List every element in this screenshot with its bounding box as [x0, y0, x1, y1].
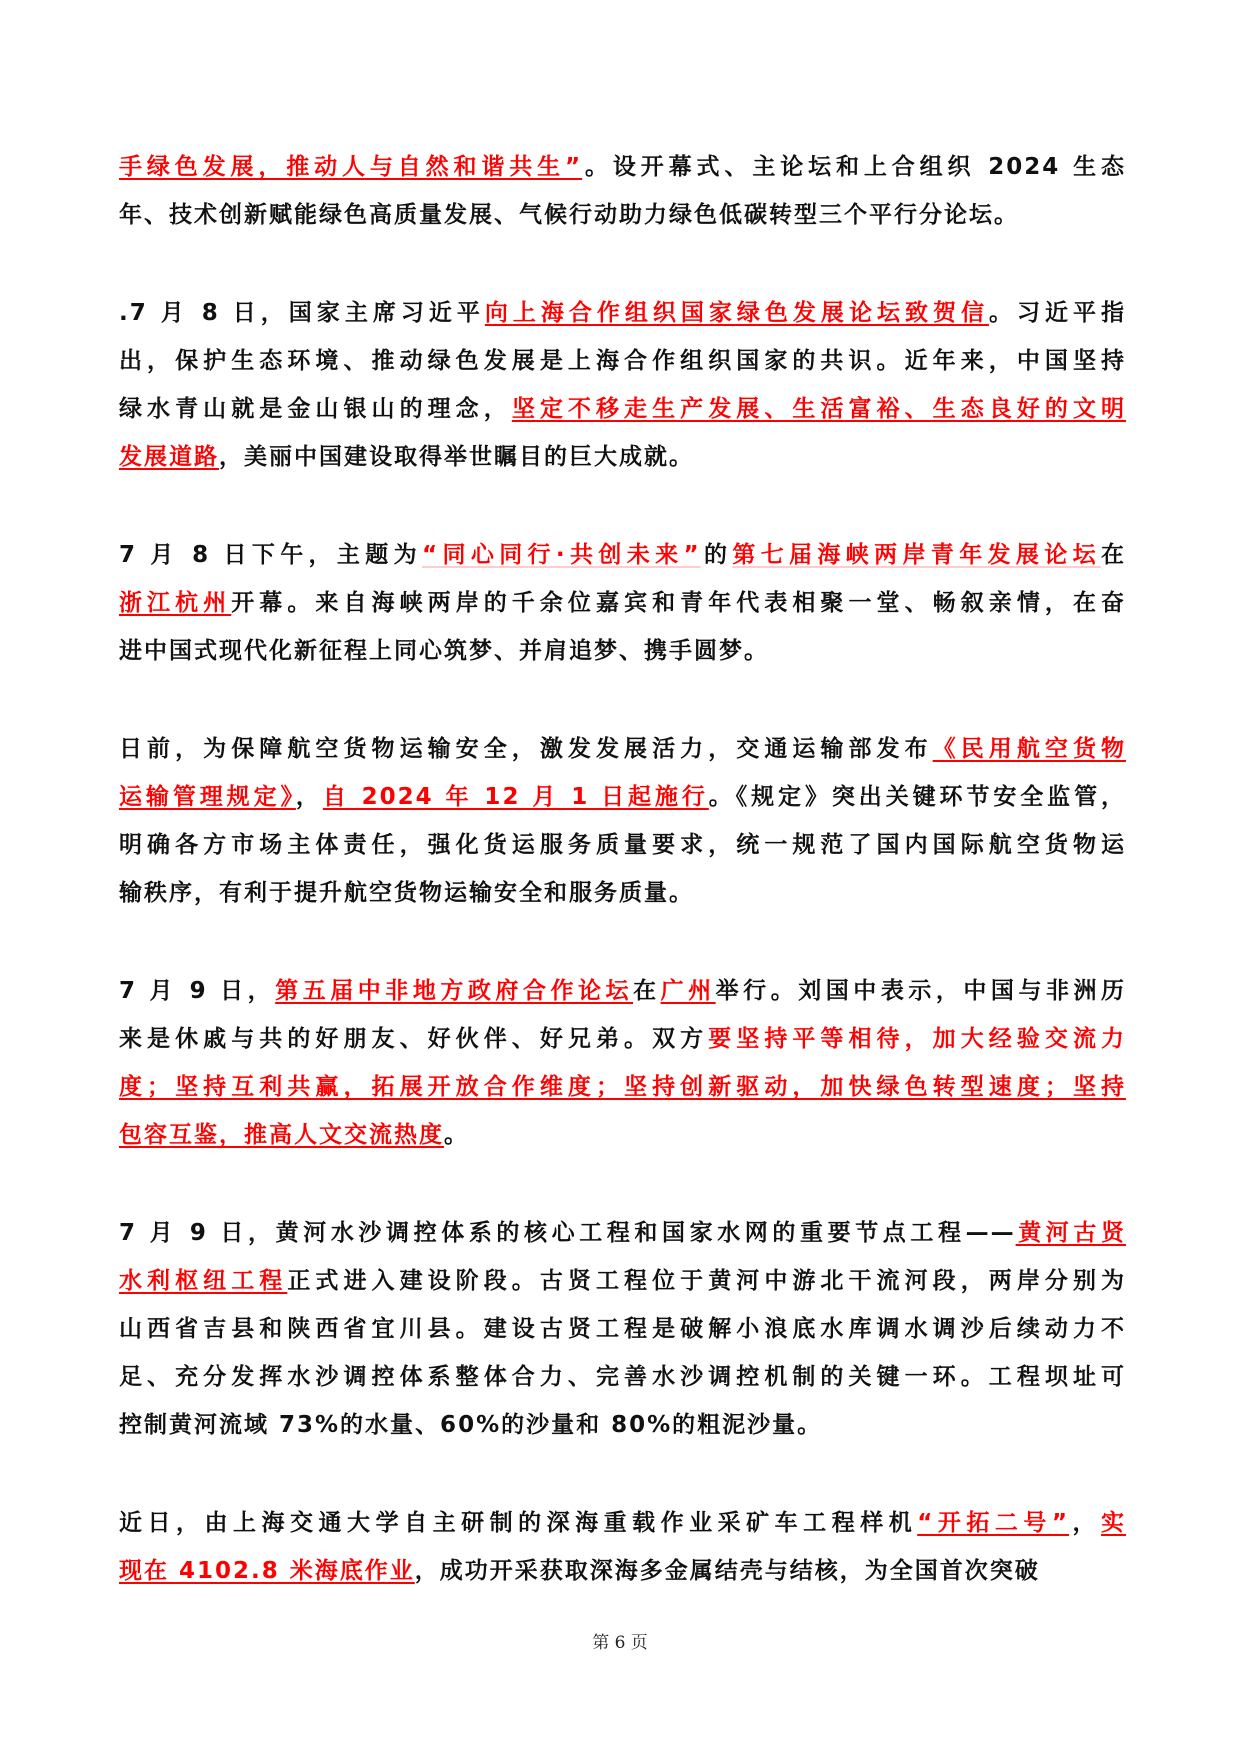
- highlighted-text: 要坚持平等相待，加大经验交流力: [708, 1026, 1127, 1052]
- highlighted-link-text[interactable]: 包容互鉴，推高人文交流热度: [119, 1122, 444, 1148]
- body-text: 来是休戚与共的好朋友、好伙伴、好兄弟。双方: [119, 1026, 709, 1052]
- body-text: ，成功开采获取深海多金属结壳与结核，为全国首次突破: [414, 1558, 1040, 1584]
- text-line: [119, 627, 1126, 675]
- text-line: [119, 1499, 1126, 1547]
- text-line: [119, 1111, 1126, 1159]
- body-text: 的: [700, 542, 733, 568]
- text-line: [119, 1015, 1126, 1063]
- highlighted-link-text[interactable]: “开拓二号”: [917, 1510, 1069, 1536]
- text-line: [119, 433, 1126, 481]
- text-line: [119, 1257, 1126, 1305]
- text-line: [119, 773, 1126, 821]
- highlighted-link-text[interactable]: 《民用航空货物: [932, 736, 1127, 762]
- highlighted-link-text[interactable]: 浙江杭州: [119, 590, 232, 616]
- text-line: [119, 725, 1126, 773]
- text-line: [119, 191, 1126, 239]
- text-line: [119, 531, 1126, 579]
- highlighted-link-text[interactable]: 水利枢纽工程: [119, 1268, 288, 1294]
- highlighted-link-text[interactable]: 第五届中非地方政府合作论坛: [275, 978, 634, 1004]
- body-text: 控制黄河流域 73%的水量、60%的沙量和 80%的粗泥沙量。: [119, 1412, 823, 1438]
- text-line: [119, 1305, 1126, 1353]
- body-text: 在: [633, 978, 661, 1004]
- document-body: [119, 143, 1126, 1645]
- text-line: [119, 289, 1126, 337]
- text-line: [119, 1401, 1126, 1449]
- text-line: [119, 967, 1126, 1015]
- paragraph: [119, 289, 1126, 481]
- highlighted-link-text[interactable]: 自 2024 年 12 月 1 日起施行: [322, 784, 709, 810]
- body-text: .7 月 8 日，国家主席习近平: [119, 300, 485, 326]
- paragraph: [119, 531, 1126, 675]
- highlighted-link-text[interactable]: 广州: [660, 978, 716, 1004]
- text-line: [119, 385, 1126, 433]
- body-text: 近日，由上海交通大学自主研制的深海重载作业采矿车工程样机: [119, 1510, 918, 1536]
- highlighted-link-text[interactable]: “同心同行·共创未来”: [422, 542, 701, 568]
- highlighted-link-text[interactable]: 现在 4102.8 米海底作业: [119, 1558, 415, 1584]
- text-line: [119, 821, 1126, 869]
- body-text: 年、技术创新赋能绿色高质量发展、气候行动助力绿色低碳转型三个平行分论坛。: [119, 202, 1019, 228]
- paragraph: [119, 143, 1126, 239]
- body-text: 。: [444, 1122, 469, 1148]
- body-text: 足、充分发挥水沙调控体系整体合力、完善水沙调控机制的关键一环。工程坝址可: [119, 1364, 1126, 1390]
- paragraph: [119, 1499, 1126, 1595]
- text-line: [119, 143, 1126, 191]
- text-line: [119, 1063, 1126, 1111]
- body-text: 开幕。来自海峡两岸的千余位嘉宾和青年代表相聚一堂、畅叙亲情，在奋: [231, 590, 1127, 616]
- text-line: [119, 579, 1126, 627]
- highlighted-link-text[interactable]: 手绿色发展，推动人与自然和谐共生”: [119, 154, 583, 180]
- body-text: 输秩序，有利于提升航空货物运输安全和服务质量。: [119, 880, 694, 906]
- highlighted-link-text[interactable]: 第七届海峡两岸青年发展论坛: [732, 542, 1102, 568]
- body-text: ，: [1069, 1510, 1102, 1536]
- body-text: 日前，为保障航空货物运输安全，激发发展活力，交通运输部发布: [119, 736, 933, 762]
- text-line: [119, 869, 1126, 917]
- body-text: 7 月 9 日，: [119, 978, 276, 1004]
- body-text: 在: [1101, 542, 1127, 568]
- body-text: 正式进入建设阶段。古贤工程位于黄河中游北干流河段，两岸分别为: [287, 1268, 1127, 1294]
- paragraph: [119, 725, 1126, 917]
- highlighted-link-text[interactable]: 黄河古贤: [1015, 1220, 1127, 1246]
- page-number: 第 6 页: [592, 1633, 648, 1653]
- highlighted-link-text[interactable]: 运输管理规定》: [119, 784, 296, 810]
- body-text: 进中国式现代化新征程上同心筑梦、并肩追梦、携手圆梦。: [119, 638, 769, 664]
- highlighted-link-text[interactable]: 坚定不移走生产发展、生活富裕、生态良好的文明: [511, 396, 1127, 422]
- paragraph: [119, 967, 1126, 1159]
- body-text: 。设开幕式、主论坛和上合组织 2024 生态: [582, 154, 1126, 180]
- body-text: 举行。刘国中表示，中国与非洲历: [715, 978, 1127, 1004]
- highlighted-link-text[interactable]: 向上海合作组织国家绿色发展论坛致贺信: [484, 300, 989, 326]
- text-line: [119, 1547, 1126, 1595]
- body-text: 7 月 9 日，黄河水沙调控体系的核心工程和国家水网的重要节点工程——: [119, 1220, 1016, 1246]
- body-text: 出，保护生态环境、推动绿色发展是上海合作组织国家的共识。近年来，中国坚持: [119, 348, 1126, 374]
- body-text: 。《规定》突出关键环节安全监管，: [708, 784, 1127, 810]
- body-text: ，美丽中国建设取得举世瞩目的巨大成就。: [219, 444, 694, 470]
- body-text: 7 月 8 日下午，主题为: [119, 542, 422, 568]
- text-line: [119, 337, 1126, 385]
- highlighted-link-text[interactable]: 度；坚持互利共赢，拓展开放合作维度；坚持创新驱动，加快绿色转型速度；坚持: [119, 1074, 1126, 1100]
- highlighted-link-text[interactable]: 发展道路: [119, 444, 219, 470]
- body-text: 。习近平指: [988, 300, 1127, 326]
- paragraph: [119, 1209, 1126, 1449]
- text-line: [119, 1353, 1126, 1401]
- text-line: [119, 1209, 1126, 1257]
- highlighted-link-text[interactable]: 实: [1101, 1510, 1127, 1536]
- body-text: ，: [295, 784, 323, 810]
- body-text: 绿水青山就是金山银山的理念，: [119, 396, 512, 422]
- body-text: 明确各方市场主体责任，强化货运服务质量要求，统一规范了国内国际航空货物运: [119, 832, 1126, 858]
- body-text: 山西省吉县和陕西省宜川县。建设古贤工程是破解小浪底水库调水调沙后续动力不: [119, 1316, 1126, 1342]
